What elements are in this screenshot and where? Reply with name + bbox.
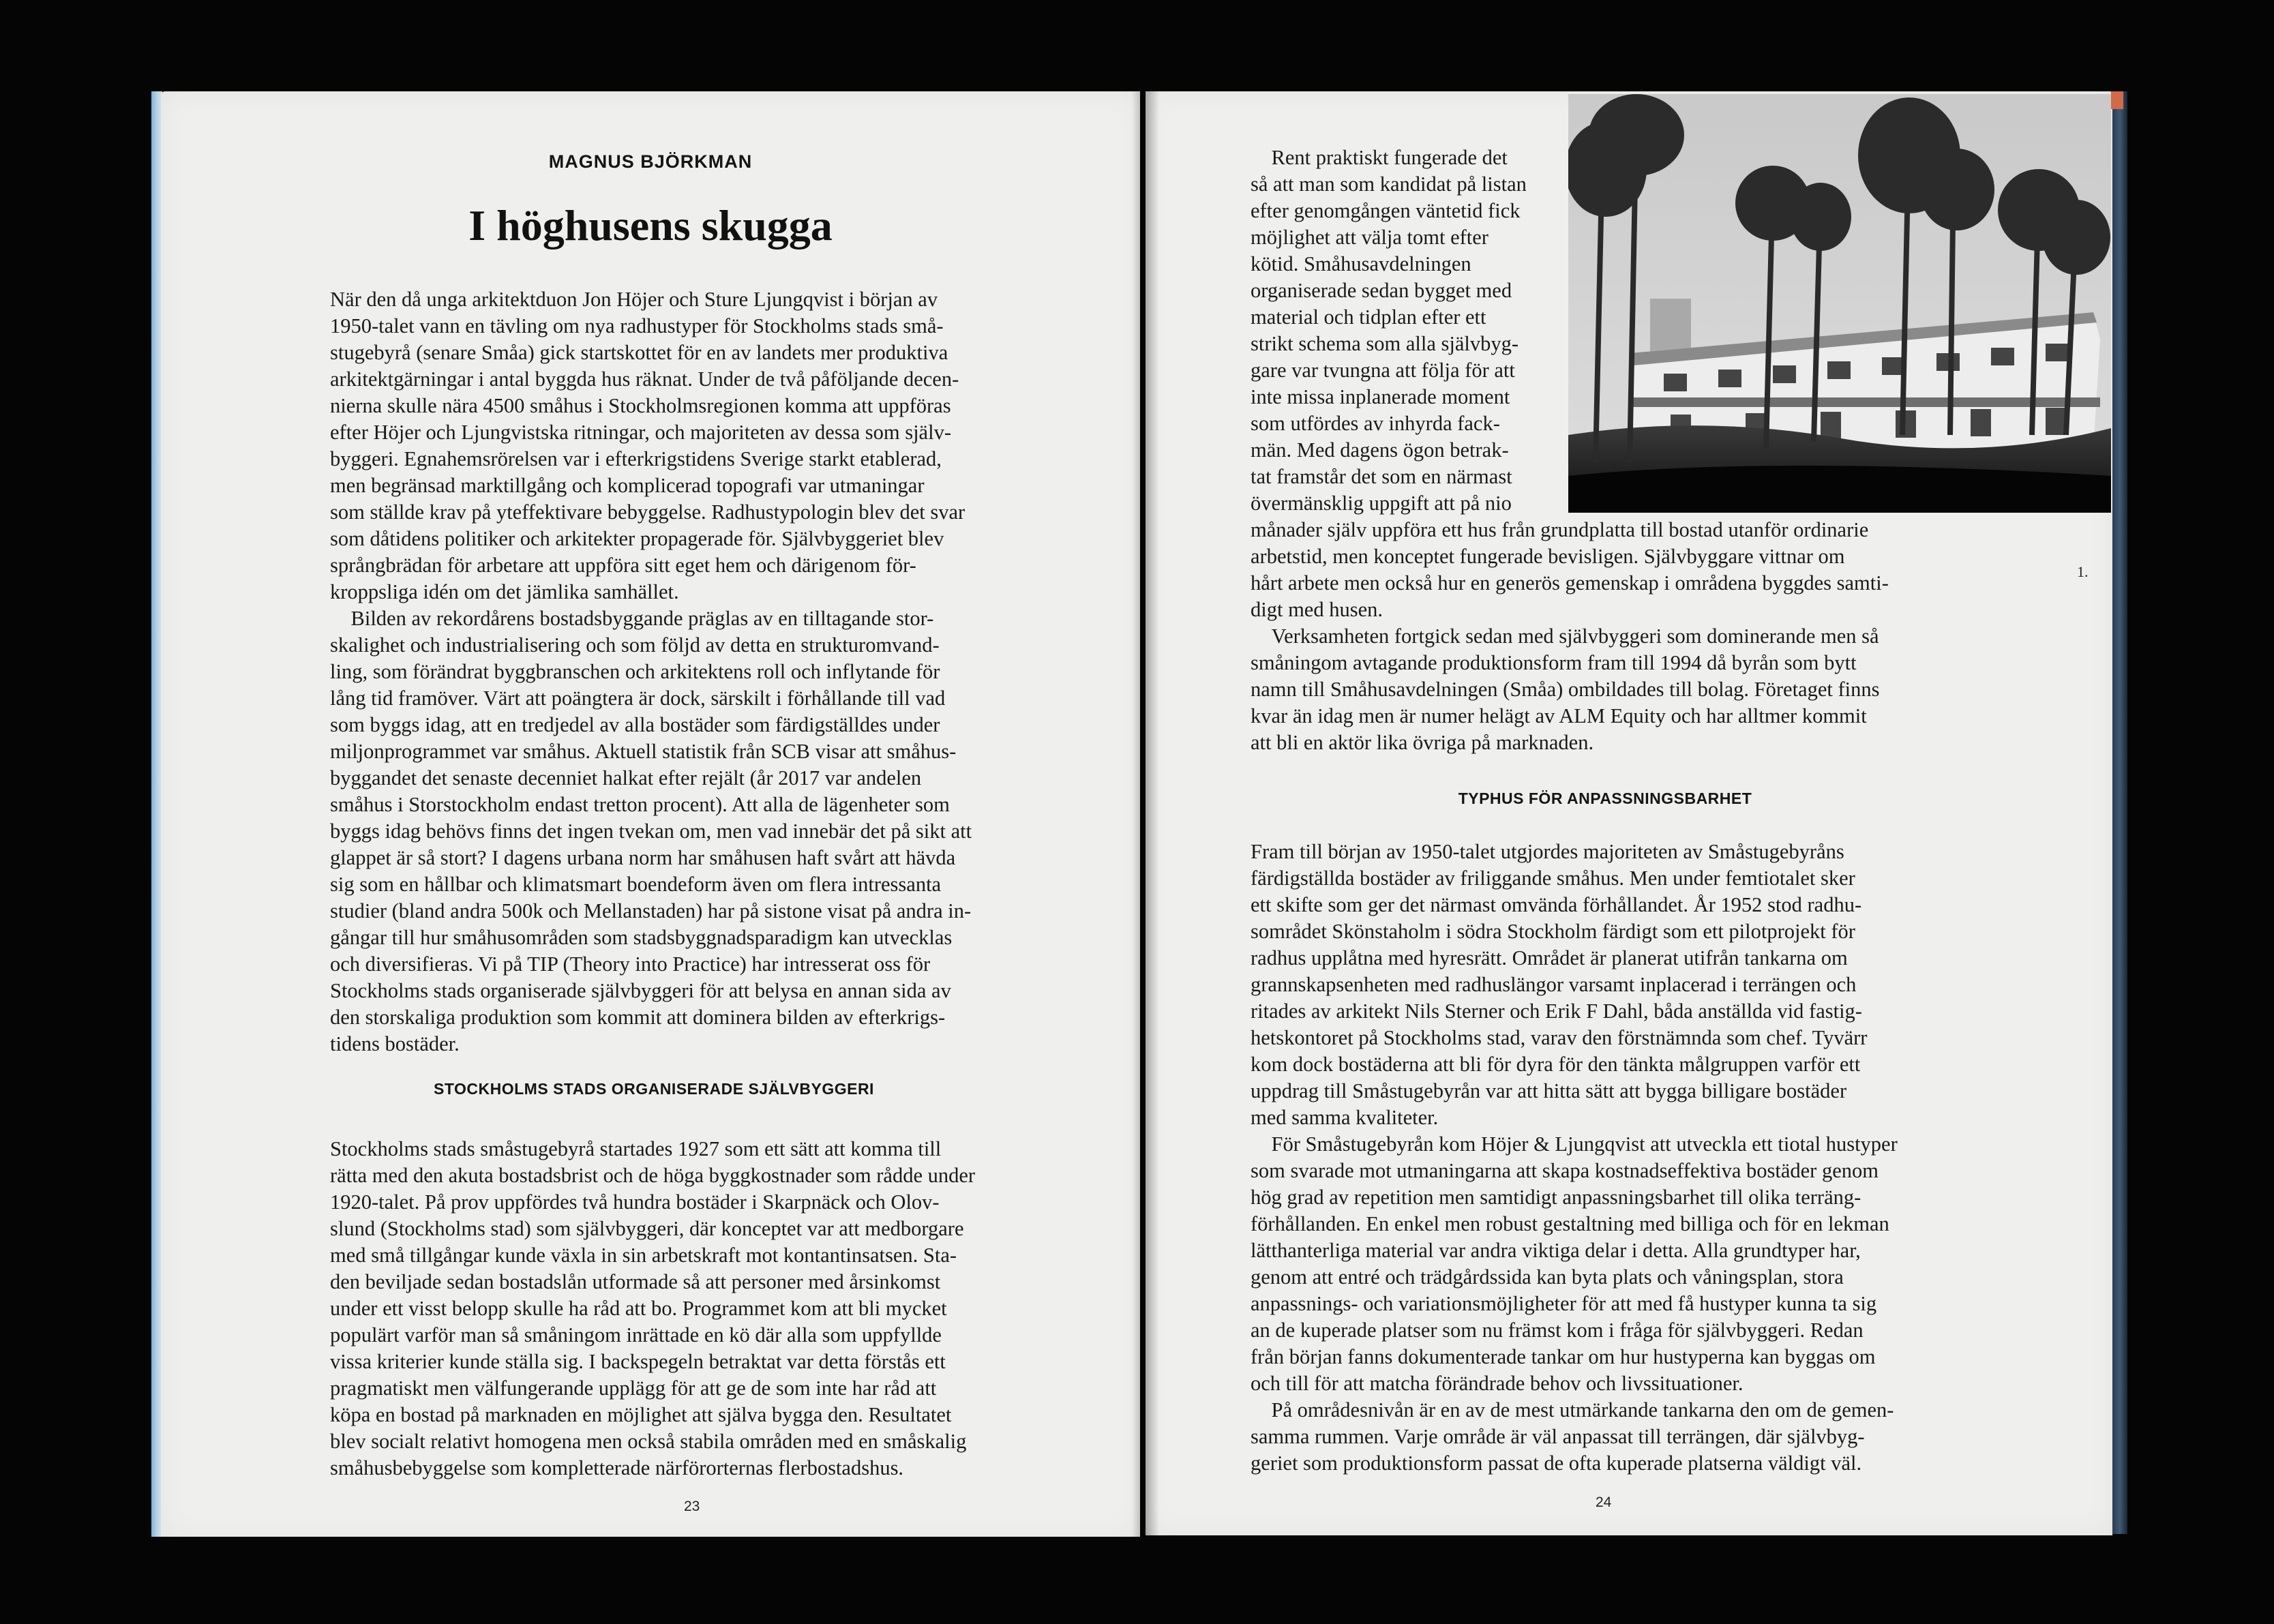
text-line: Stockholms stads småstugebyrå startades 1927 som ett sätt att komma till (330, 1137, 942, 1160)
page-number-right: 24 (1596, 1494, 1612, 1510)
text-line: språngbrädan för arbetare att uppföra sitt eget hem och därigenom för- (330, 554, 916, 577)
text-line: hög grad av repetition men samtidigt anpassningsbarhet till olika terräng- (1251, 1186, 1861, 1209)
text-line: efter Höjer och Ljungvistska ritningar, och majoriteten av dessa som själv- (330, 421, 951, 444)
text-line: 1950-talet vann en tävling om nya radhustyper för Stockholms stads små- (330, 314, 944, 337)
text-line: och till för att matcha förändrade behov och livssituationer. (1251, 1372, 1744, 1395)
text-line: med samma kvaliteter. (1251, 1106, 1439, 1129)
intro-text (330, 286, 972, 1057)
book-edge-right (2112, 91, 2127, 1534)
text-line: kom dock bostäderna att bli för dyra för den tänkta målgruppen varför ett (1251, 1053, 1861, 1076)
text-line: färdigställda bostäder av friliggande småhus. Men under femtiotalet sker (1251, 867, 1855, 890)
text-line: material och tidplan efter ett (1251, 305, 1486, 329)
text-line: den storskaliga produktion som kommit att dominera bilden av efterkrigs- (330, 1006, 946, 1029)
text-line: genom att entré och trädgårdssida kan byta plats och våningsplan, stora (1251, 1265, 1844, 1289)
text-line: Fram till början av 1950-talet utgjordes majoriteten av Småstugebyråns (1251, 840, 1844, 863)
text-line: samma rummen. Varje område är väl anpassat till terrängen, där självbyg- (1251, 1425, 1865, 1448)
text-line: slund (Stockholms stad) som självbyggeri, där konceptet var att medborgare (330, 1217, 964, 1240)
text-line: På områdesnivån är en av de mest utmärkande tankarna den om de gemen- (1251, 1398, 1894, 1422)
text-line: 1920-talet. På prov uppfördes två hundra bostäder i Skarpnäck och Olov- (330, 1190, 940, 1214)
text-line: småhus i Storstockholm endast tretton procent). Att alla de lägenheter som (330, 793, 950, 816)
text-line: den beviljade sedan bostadslån utformade så att personer med årsinkomst (330, 1270, 941, 1293)
text-line: Stockholms stads organiserade självbyggeri för att belysa en annan sida av (330, 979, 951, 1002)
text-line: kroppsliga idén om det jämlika samhället. (330, 580, 679, 603)
text-line: lätthanterliga material var andra viktiga delar i detta. Alla grundtyper har, (1251, 1239, 1861, 1262)
section-text-left (330, 1136, 975, 1482)
text-line: sområdet Skönstaholm i södra Stockholm färdigt som ett pilotprojekt för (1251, 920, 1855, 943)
text-line: populärt varför man så småningom inrättade en kö där alla som uppfyllde (330, 1323, 942, 1347)
text-line: köpa en bostad på marknaden en möjlighet att själva bygga den. Resultatet (330, 1403, 952, 1426)
text-line: anpassnings- och variationsmöjligheter för att med få hustyper kunna ta sig (1251, 1292, 1877, 1315)
text-line: uppdrag till Småstugebyrån var att hitta sätt att bygga billigare bostäder (1251, 1079, 1847, 1102)
text-line: skalighet och industrialisering och som följd av detta en strukturomvand- (330, 633, 940, 657)
text-line: inte missa inplanerade moment (1251, 385, 1510, 408)
text-line: månader själv uppföra ett hus från grundplatta till bostad utanför ordinarie (1251, 518, 1869, 541)
text-line: strikt schema som alla självbyg- (1251, 332, 1519, 355)
text-line: an de kuperade platser som nu främst kom i fråga för självbyggeri. Redan (1251, 1319, 1864, 1342)
text-line: arkitektgärningar i antal byggda hus räknat. Under de två påföljande decen- (330, 367, 959, 391)
section-heading-right: TYPHUS FÖR ANPASSNINGSBARHET (1458, 790, 1752, 807)
text-line: men begränsad marktillgång och komplicerad topografi var utmaningar (330, 474, 925, 497)
text-line: När den då unga arkitektduon Jon Höjer och Sture Ljungqvist i början av (330, 288, 938, 311)
text-line: stugebyrå (senare Småa) gick startskottet för en av landets mer produktiva (330, 341, 948, 364)
text-line: män. Med dagens ögon betrak- (1251, 438, 1509, 462)
article-title: I höghusens skugga (468, 201, 833, 250)
text-line: som svarade mot utmaningarna att skapa kostnadseffektiva bostäder genom (1251, 1159, 1879, 1182)
text-line: och diversifieras. Vi på TIP (Theory into Practice) har intresserat oss för (330, 952, 931, 976)
text-line: byggs idag behövs finns det ingen tvekan om, men vad innebär det på sikt att (330, 819, 972, 843)
text-line: digt med husen. (1251, 598, 1383, 621)
text-line: arbetstid, men konceptet fungerade bevisligen. Självbyggare vittnar om (1251, 545, 1845, 568)
text-line: pragmatiskt men välfungerande upplägg för att ge de som inte har råd att (330, 1377, 937, 1400)
text-line: miljonprogrammet var småhus. Aktuell statistik från SCB visar att småhus- (330, 740, 957, 763)
text-line: ritades av arkitekt Nils Sterner och Erik F Dahl, båda anställda vid fastig- (1251, 999, 1862, 1023)
text-line: byggeri. Egnahemsrörelsen var i efterkrigstidens Sverige starkt etablerad, (330, 447, 942, 470)
text-line: som utfördes av inhyrda fack- (1251, 412, 1500, 435)
text-line: förhållanden. En enkel men robust gestaltning med billiga och för en lekman (1251, 1212, 1889, 1235)
section-text-right (1251, 839, 1898, 1477)
text-line: Rent praktiskt fungerade det (1251, 146, 1508, 169)
section-heading-left: STOCKHOLMS STADS ORGANISERADE SJÄLVBYGGERI (434, 1080, 874, 1098)
text-line: För Småstugebyrån kom Höjer & Ljungqvist att utveckla ett tiotal hustyper (1251, 1132, 1898, 1156)
text-line: namn till Småhusavdelningen (Småa) ombildades till bolag. Företaget finns (1251, 678, 1880, 701)
text-line: grannskapsenheten med radhuslängor varsamt inplacerad i terrängen och (1251, 973, 1857, 996)
book-gutter (1132, 91, 1159, 1537)
book-edge-right-accent (2111, 91, 2123, 109)
text-line: rätta med den akuta bostadsbrist och de höga byggkostnader som rådde under (330, 1164, 976, 1187)
text-line: byggandet det senaste decenniet halkat efter rejält (år 2017 var andelen (330, 766, 922, 790)
text-line: som ställde krav på yteffektivare bebyggelse. Radhustypologin blev det svar (330, 500, 966, 524)
text-line: lång tid framöver. Värt att poängtera är dock, särskilt i förhållande till vad (330, 687, 946, 710)
text-line: att bli en aktör lika övriga på marknaden. (1251, 731, 1594, 754)
text-line: småhusbebyggelse som kompletterade närförorternas flerbostadshus. (330, 1456, 904, 1479)
text-line: blev socialt relativt homogena men också stabila områden med en småskalig (330, 1430, 967, 1453)
text-line: studier (bland andra 500k och Mellanstaden) har på sistone visat på andra in- (330, 899, 972, 922)
text-line: under ett visst belopp skulle ha råd att bo. Programmet kom att bli mycket (330, 1297, 947, 1320)
text-line: ling, som förändrat byggbranschen och arkitektens roll och inflytande för (330, 660, 940, 683)
text-line: gare var tvungna att följa för att (1251, 359, 1515, 382)
text-line: hetskontoret på Stockholms stad, varav den förstnämnda som chef. Tyvärr (1251, 1026, 1868, 1049)
text-line: glappet är så stort? I dagens urbana norm har småhusen haft svårt att hävda (330, 846, 956, 869)
text-line: tat framstår det som en närmast (1251, 465, 1512, 488)
text-line: kötid. Småhusavdelningen (1251, 252, 1471, 275)
text-line: som dåtidens politiker och arkitekter propagerade för. Självbyggeriet blev (330, 527, 944, 550)
page-number-left: 23 (684, 1499, 700, 1514)
text-line: Verksamheten fortgick sedan med självbyggeri som dominerande men så (1251, 625, 1879, 648)
text-line: radhus upplåtna med hyresrätt. Området är planerat utifrån tankarna om (1251, 946, 1848, 969)
text-line: tidens bostäder. (330, 1032, 460, 1055)
text-line: småningom avtagande produktionsform fram till 1994 då byrån som bytt (1251, 651, 1857, 674)
text-line: geriet som produktionsform passat de ofta kuperade platserna väldigt väl. (1251, 1452, 1862, 1475)
text-line: övermänsklig uppgift att på nio (1251, 492, 1512, 515)
text-line: möjlighet att välja tomt efter (1251, 226, 1488, 249)
text-line: så att man som kandidat på listan (1251, 172, 1527, 196)
text-line: hårt arbete men också hur en generös gemenskap i områdena byggdes samti- (1251, 571, 1889, 595)
text-line: nierna skulle nära 4500 småhus i Stockholmsregionen komma att uppföras (330, 394, 951, 417)
footnote-marker: 1. (2077, 563, 2089, 580)
text-line: ett skifte som ger det närmast omvända förhållandet. År 1952 stod radhu- (1251, 893, 1862, 916)
text-line: med små tillgångar kunde växla in sin arbetskraft mot kontantinsatsen. Sta- (330, 1244, 957, 1267)
text-line: gångar till hur småhusområden som stadsbyggnadsparadigm kan utvecklas (330, 926, 953, 949)
text-line: från början fanns dokumenterade tankar om hur hustyperna kan byggas om (1251, 1345, 1876, 1368)
text-line: efter genomgången väntetid fick (1251, 199, 1521, 222)
text-line: vissa kriterier kunde ställa sig. I backspegeln betraktat var detta förstås ett (330, 1350, 946, 1373)
photo-side-text (1251, 145, 1889, 756)
text-line: sig som en hållbar och klimatsmart boendeform även om flera intressanta (330, 873, 942, 896)
text-line: organiserade sedan bygget med (1251, 279, 1512, 302)
text-line: kvar än idag men är numer helägt av ALM Equity och har alltmer kommit (1251, 704, 1867, 727)
text-line: som byggs idag, att en tredjedel av alla bostäder som färdigställdes under (330, 713, 940, 736)
text-line: Bilden av rekordårens bostadsbyggande präglas av en tilltagande stor- (330, 607, 934, 630)
author-name: MAGNUS BJÖRKMAN (548, 151, 753, 172)
